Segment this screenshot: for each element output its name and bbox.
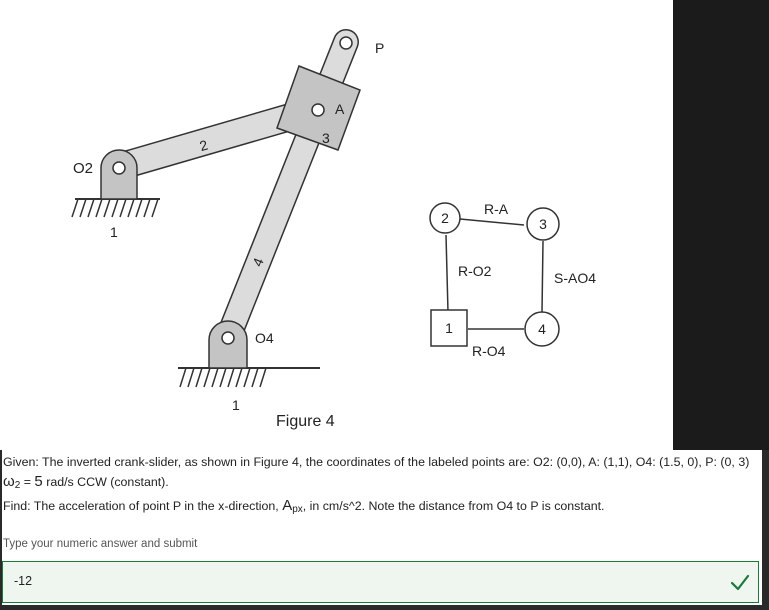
point-p-pin (340, 37, 352, 49)
frame-right (762, 450, 769, 610)
label-o2: O2 (73, 160, 94, 177)
answer-input[interactable] (2, 561, 759, 603)
label-link-3: 3 (322, 130, 330, 146)
label-o4: O4 (255, 330, 274, 346)
graph-node-2-label: 2 (441, 210, 449, 226)
label-a: A (335, 101, 345, 117)
problem-statement (3, 452, 758, 520)
check-icon (730, 572, 750, 592)
joint-o2 (113, 162, 125, 174)
graph-node-3-label: 3 (539, 216, 547, 232)
omega-eq: = (20, 475, 35, 489)
omega-unit: rad/s CCW (constant). (42, 475, 169, 489)
frame-bottom (0, 605, 769, 610)
label-link-2: 2 (197, 136, 210, 155)
graph-edge-sao4: S-AO4 (554, 270, 597, 286)
label-ground-right: 1 (232, 397, 240, 413)
ground-o4 (178, 368, 320, 387)
find-prefix: Find: The acceleration of point P in the x-direction, (3, 499, 283, 513)
omega-value: 5 (34, 473, 43, 490)
omega-symbol: ω (3, 473, 15, 490)
find-suffix: , in cm/s^2. Note the distance from O4 to P is constant. (302, 499, 605, 513)
label-link-4: 4 (249, 255, 267, 269)
joint-a (312, 104, 324, 116)
find-subscript: px (292, 504, 303, 515)
omega-subscript: 2 (14, 480, 21, 491)
label-ground-left: 1 (110, 224, 118, 240)
ground-o2 (72, 199, 160, 217)
graph-node-1-label: 1 (445, 320, 453, 336)
link-graph (430, 201, 596, 359)
graph-edge-ro4: R-O4 (472, 343, 506, 359)
joint-o4 (222, 332, 234, 344)
find-symbol: A (282, 497, 293, 514)
graph-node-4-label: 4 (538, 321, 546, 337)
label-p: P (375, 40, 385, 56)
given-text (3, 452, 758, 496)
graph-edge-ra: R-A (484, 201, 509, 217)
given-prefix: Given: The inverted crank-slider, as shown in Figure 4, the coordinates of the labeled points are: O2: (0,0), A: (1,1), O4: (1.5, 0), P: (0, 3) (3, 455, 750, 469)
answer-value: -12 (14, 574, 33, 588)
answer-prompt: Type your numeric answer and submit (3, 538, 198, 550)
figure-caption: Figure 4 (276, 413, 335, 430)
find-text (3, 496, 758, 520)
right-dark-strip (673, 0, 769, 450)
graph-edge-ro2: R-O2 (458, 263, 492, 279)
